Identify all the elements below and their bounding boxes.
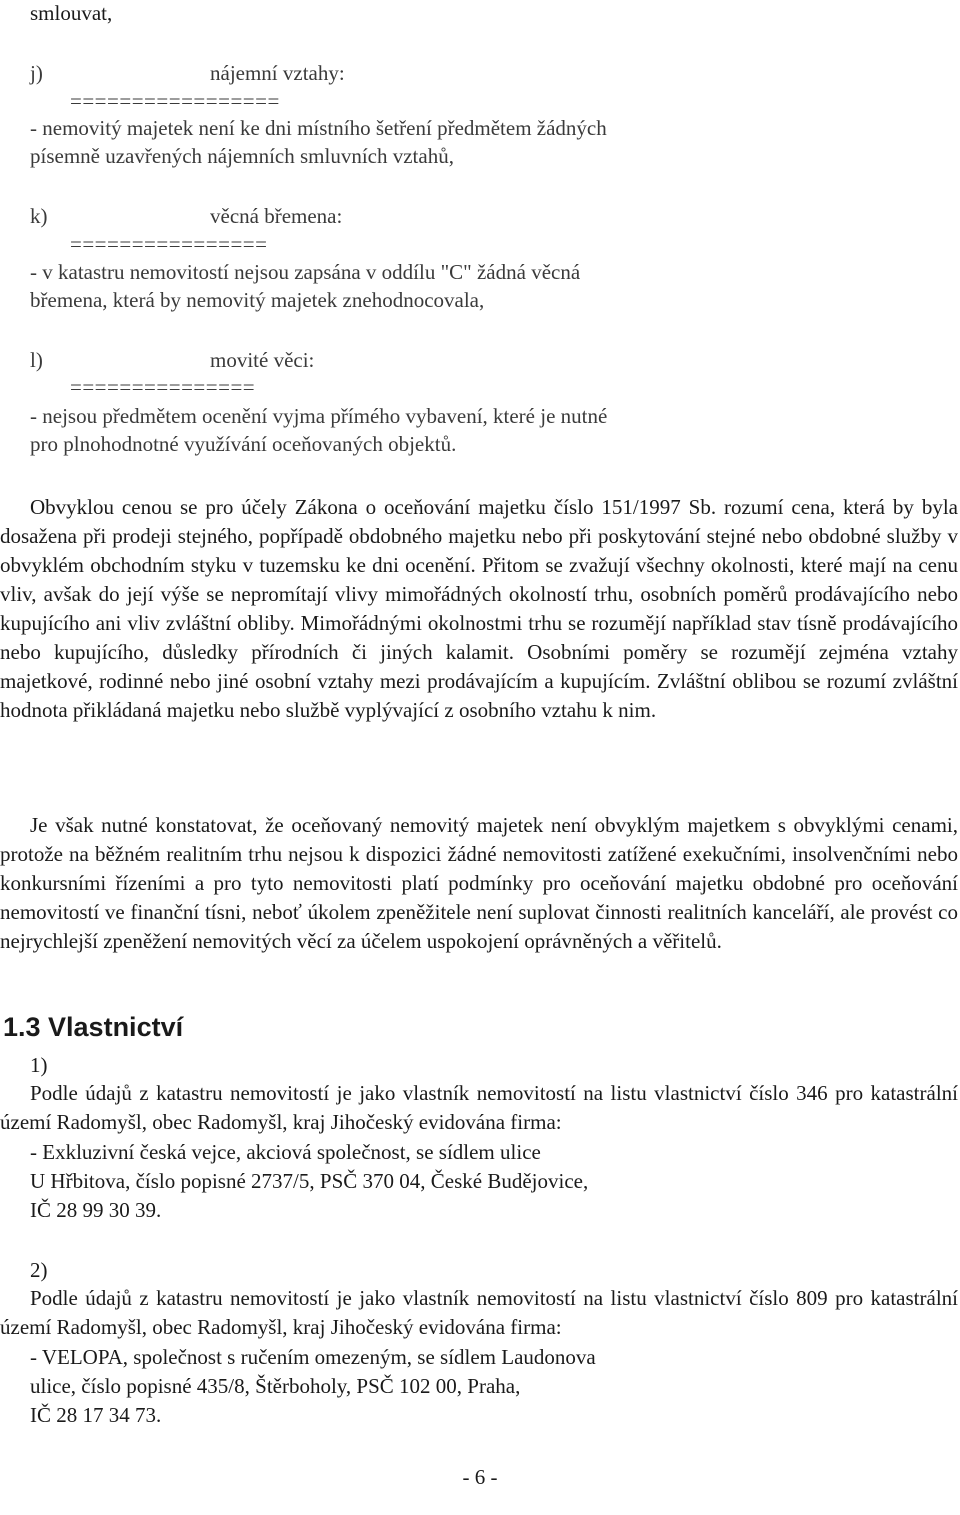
section-l-line: - nejsou předmětem ocenění vyjma přímého vybavení, které je nutné	[30, 404, 608, 428]
owner-1-line: - Exkluzivní česká vejce, akciová společnost, se sídlem ulice	[30, 1140, 541, 1164]
section-k-title: věcná břemena:	[210, 204, 343, 228]
section-k-line: břemena, která by nemovitý majetek znehodnocovala,	[30, 288, 485, 312]
owner-2-line: ulice, číslo popisné 435/8, Štěrboholy, PSČ 102 00, Praha,	[30, 1374, 521, 1398]
owner-1-intro: Podle údajů z katastru nemovitostí je jako vlastník nemovitostí na listu vlastnictví číslo 346 pro katastrální území Radomyšl, obec Radomyšl, kraj Jihočeský evidována firma:	[0, 1081, 958, 1134]
section-j-line: písemně uzavřených nájemních smluvních vztahů,	[30, 144, 454, 168]
section-j-rule: =================	[70, 89, 280, 113]
section-k-line: - v katastru nemovitostí nejsou zapsána v oddílu "C" žádná věcná	[30, 260, 581, 284]
owner-2-intro: Podle údajů z katastru nemovitostí je jako vlastník nemovitostí na listu vlastnictví číslo 809 pro katastrální území Radomyšl, obec Radomyšl, kraj Jihočeský evidována firma:	[0, 1286, 958, 1339]
note-paragraph: Je však nutné konstatovat, že oceňovaný nemovitý majetek není obvyklým majetkem s obvyklými cenami, protože na běžném realitním trhu nejsou k dispozici žádné nemovitosti zatížené exekučními, insolvenčními nebo konkursními řízeními a pro tyto nemovitosti platí podmínky pro oceňování majetku obdobné pro oceňování nemovitostí ve finanční tísni, neboť úkolem zpeněžitele není suplovat činnosti realitních kanceláří, ale provést co nejrychlejší zpeněžení nemovitých věcí za účelem uspokojení oprávněných a věřitelů.	[0, 813, 958, 953]
section-l-rule: ===============	[70, 375, 256, 399]
owner-2-line: - VELOPA, společnost s ručením omezeným, se sídlem Laudonova	[30, 1345, 596, 1369]
section-j-line: - nemovitý majetek není ke dni místního šetření předmětem žádných	[30, 116, 607, 140]
owner-1-line: U Hřbitova, číslo popisné 2737/5, PSČ 370 04, České Budějovice,	[30, 1169, 589, 1193]
section-l-title: movité věci:	[210, 348, 315, 372]
section-j-marker: j)	[30, 61, 43, 85]
section-k-rule: ================	[70, 232, 268, 256]
owner-1-marker: 1)	[30, 1053, 48, 1077]
section-heading: 1.3 Vlastnictví	[3, 1012, 184, 1042]
owner-2-line: IČ 28 17 34 73.	[30, 1403, 162, 1427]
section-j-title: nájemní vztahy:	[210, 61, 345, 85]
usual-price-paragraph: Obvyklou cenou se pro účely Zákona o oceňování majetku číslo 151/1997 Sb. rozumí cena, která by byla dosažena při prodeji stejného, popřípadě obdobného majetku nebo při poskytování stejné nebo obdobné služby v obvyklém obchodním styku v tuzemsku ke dni ocenění. Přitom se zvažují všechny okolnosti, které mají na cenu vliv, avšak do její výše se nepromítají vlivy mimořádných okolností trhu, osobních poměrů prodávajícího nebo kupujícího ani vliv zvláštní obliby. Mimořádnými okolnostmi trhu se rozumějí například stav tísně prodávajícího nebo kupujícího, důsledky přírodních či jiných kalamit. Osobními poměry se rozumějí zejména vztahy majetkové, rodinné nebo jiné osobní vztahy mezi prodávajícím a kupujícím. Zvláštní oblibou se rozumí zvláštní hodnota přikládaná majetku nebo službě vyplývající z osobního vztahu k nim.	[0, 495, 958, 722]
owner-1-line: IČ 28 99 30 39.	[30, 1198, 162, 1222]
section-k-marker: k)	[30, 204, 48, 228]
section-l-line: pro plnohodnotné využívání oceňovaných objektů.	[30, 432, 457, 456]
continuation-text: smlouvat,	[30, 1, 113, 25]
section-l-marker: l)	[30, 348, 43, 372]
page-number: - 6 -	[462, 1465, 498, 1489]
owner-2-marker: 2)	[30, 1258, 48, 1282]
